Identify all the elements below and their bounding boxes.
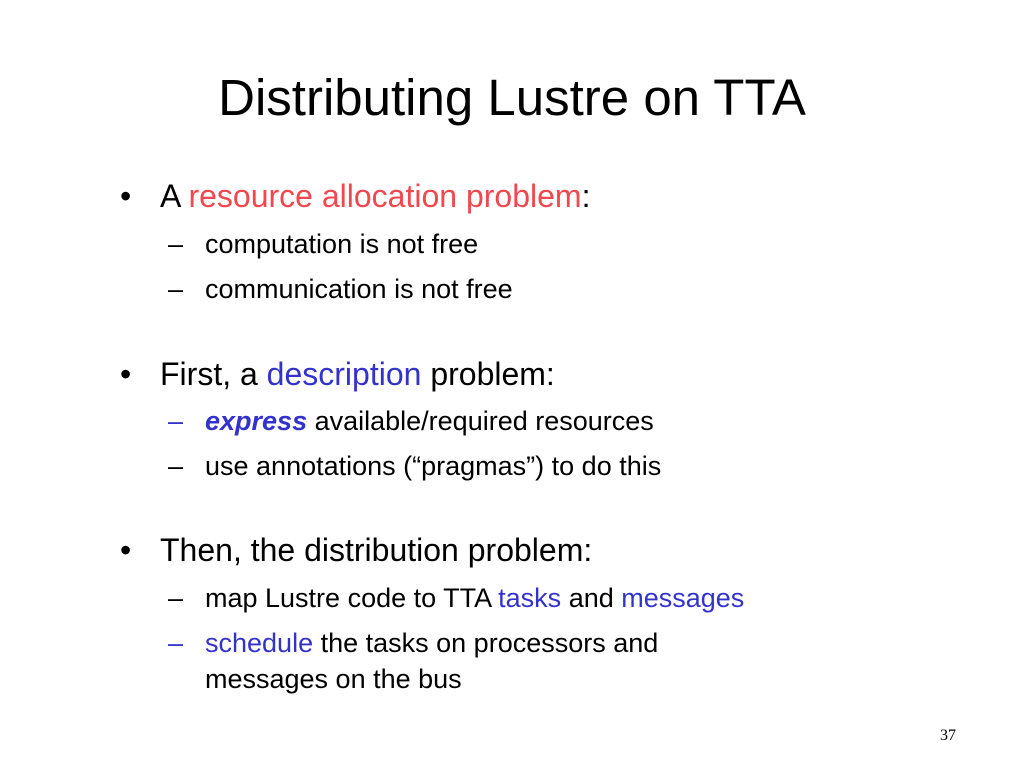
bullet-text-pre: A xyxy=(160,178,189,214)
bullet-text xyxy=(160,176,590,216)
sub-bullet-text: communication is not free xyxy=(205,274,513,304)
sub-bullet-pre: map Lustre code to TTA xyxy=(205,583,499,613)
bullet-text xyxy=(160,354,555,394)
sub-bullet-text xyxy=(205,626,658,660)
slide-title: Distributing Lustre on TTA xyxy=(218,69,806,126)
sub-bullet-text-line2: messages on the bus xyxy=(205,664,462,694)
bullet-text-post: : xyxy=(581,178,591,214)
bullet-text-pre: First, a xyxy=(160,356,267,392)
bullet-text: Then, the distribution problem: xyxy=(160,532,593,568)
sub-bullet-dash: – xyxy=(168,628,184,658)
sub-bullet-rest: the tasks on processors and xyxy=(313,628,659,658)
highlight-description: description xyxy=(266,356,422,392)
bullet-dot: • xyxy=(120,356,132,392)
bullet-dot: • xyxy=(120,532,132,568)
sub-bullet-dash: – xyxy=(168,229,184,259)
sub-bullet-rest: available/required resources xyxy=(307,406,654,436)
emphasis-express: express xyxy=(205,406,308,436)
sub-bullet-text xyxy=(205,581,744,615)
highlight-resource-allocation-problem: resource allocation problem xyxy=(188,178,582,214)
bullet-dot: • xyxy=(120,178,132,214)
page-number: 37 xyxy=(940,727,956,744)
highlight-messages: messages xyxy=(621,583,745,613)
sub-bullet-dash: – xyxy=(168,406,184,436)
sub-bullet-text: use annotations (“pragmas”) to do this xyxy=(205,451,662,481)
highlight-schedule: schedule xyxy=(205,628,314,658)
sub-bullet-dash: – xyxy=(168,451,184,481)
sub-bullet-mid: and xyxy=(561,583,622,613)
sub-bullet-dash: – xyxy=(168,274,184,304)
sub-bullet-dash: – xyxy=(168,583,184,613)
sub-bullet-text: computation is not free xyxy=(205,229,479,259)
bullet-text-post: problem: xyxy=(421,356,555,392)
sub-bullet-text xyxy=(205,404,654,438)
highlight-tasks: tasks xyxy=(498,583,562,613)
